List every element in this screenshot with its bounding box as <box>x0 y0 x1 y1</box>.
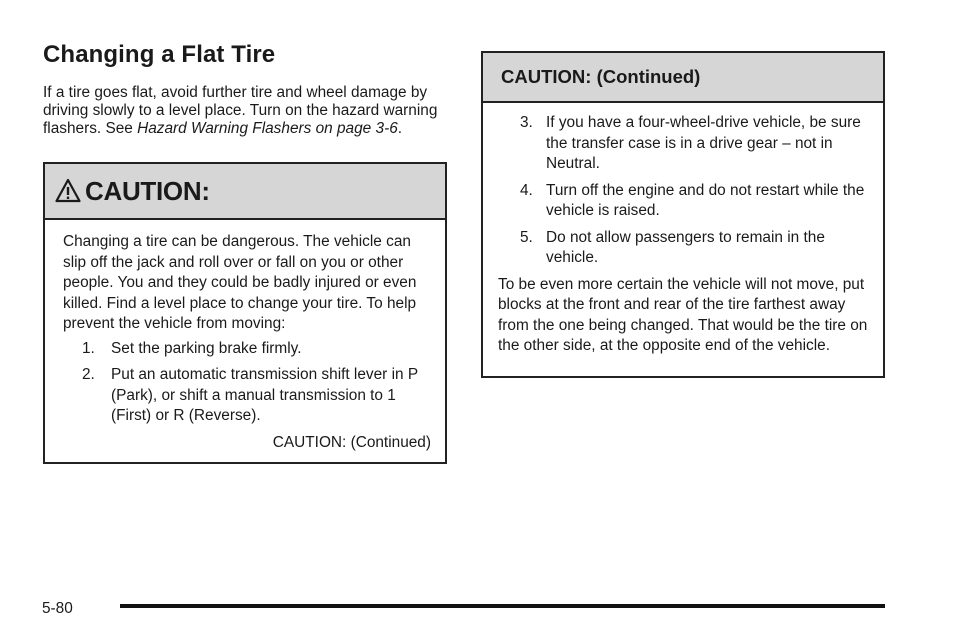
warning-triangle-icon <box>55 178 81 204</box>
list-item <box>498 228 869 269</box>
step-number: 1. <box>82 339 95 357</box>
list-item <box>63 365 431 427</box>
step-number: 4. <box>520 181 533 199</box>
intro-paragraph <box>43 84 443 138</box>
caution-steps <box>63 339 431 427</box>
caution-continued-paragraph: To be even more certain the vehicle will not move, put blocks at the front and rear of the tire farthest away from the one being changed. That would be the tire on the other side, at the opposite end of the vehicle. <box>498 275 868 354</box>
step-number: 2. <box>82 366 95 383</box>
step-text: Do not allow passengers to remain in the vehicle. <box>546 228 825 266</box>
continued-note: CAUTION: (Continued) <box>272 433 431 451</box>
intro-end: . <box>397 120 403 137</box>
caution-box <box>43 162 447 464</box>
step-text: If you have a four-wheel-drive vehicle, be sure the transfer case is in a drive gear – not in Neutral. <box>546 114 861 172</box>
caution-continued-box <box>481 51 885 378</box>
page-number: 5-80 <box>42 600 73 617</box>
right-column <box>481 51 885 378</box>
caution-continued-steps <box>498 113 869 269</box>
page-title: Changing a Flat Tire <box>43 41 276 68</box>
cross-reference-link: Hazard Warning Flashers on page 3-6 <box>137 120 398 137</box>
list-item <box>63 339 431 360</box>
footer-rule <box>120 604 885 608</box>
list-item <box>498 113 869 175</box>
step-number: 5. <box>520 228 533 246</box>
caution-continued-header <box>483 53 883 103</box>
caution-continued-heading: CAUTION: (Continued) <box>501 66 701 87</box>
caution-body <box>45 220 445 453</box>
step-text: Put an automatic transmission shift lever in P (Park), or shift a manual transmission to 1 (First) or R (Reverse). <box>111 366 418 424</box>
caution-header <box>45 164 445 220</box>
list-item <box>498 181 869 222</box>
step-text: Set the parking brake firmly. <box>111 339 302 357</box>
step-number: 3. <box>520 114 533 131</box>
caution-continued-body <box>483 103 883 357</box>
left-column <box>43 40 446 464</box>
caution-heading: CAUTION: <box>85 175 210 206</box>
intro-text: If a tire goes flat, avoid further tire and wheel damage by driving slowly to a level place. Turn on the hazard warning flashers. See <box>43 84 438 137</box>
step-text: Turn off the engine and do not restart while the vehicle is raised. <box>546 181 865 219</box>
caution-paragraph: Changing a tire can be dangerous. The vehicle can slip off the jack and roll over or fall on you or other people. You and they could be badly injured or even killed. Find a level place to change your tire. To help prevent the vehicle from moving: <box>63 233 417 332</box>
